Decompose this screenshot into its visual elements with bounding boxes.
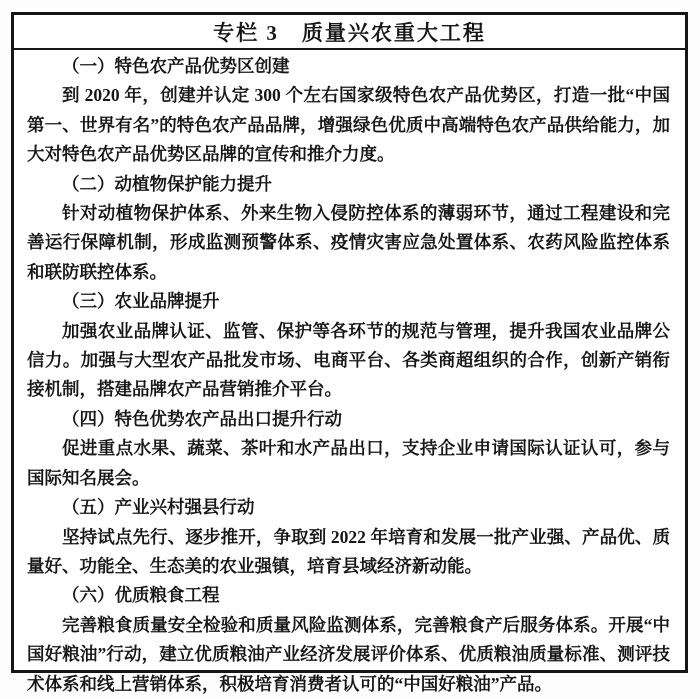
section-2-paragraph: 针对动植物保护体系、外来生物入侵防控体系的薄弱环节，通过工程建设和完善运行保障机制，形成监测预警体系、疫情灾害应急处置体系、农药风险监控体系和联防联控体系。: [27, 203, 670, 282]
section-3-paragraph: 加强农业品牌认证、监管、保护等各环节的规范与管理，提升我国农业品牌公信力。加强与大型农产品批发市场、电商平台、各类商超组织的合作，创新产销衔接机制，搭建品牌农产品营销推介平台。: [27, 320, 670, 400]
panel-header: [14, 15, 685, 50]
section-5-paragraph: 坚持试点先行、逐步推开，争取到 2022 年培育和发展一批产业强、产品优、质量好、功能全、生态美的农业强镇，培育县域经济新动能。: [27, 526, 670, 576]
section-3-heading: （三）农业品牌提升: [62, 291, 220, 312]
section-1-heading: （一）特色农产品优势区创建: [62, 56, 290, 76]
section-4-paragraph: 促进重点水果、蔬菜、茶叶和水产品出口，支持企业申请国际认证认可，参与国际知名展会。: [27, 438, 670, 488]
section-1-paragraph: 到 2020 年，创建并认定 300 个左右国家级特色农产品优势区，打造一批“中国第一、世界有名”的特色农产品品牌，增强绿色优质中高端特色农产品供给能力，加大对特色农产品优势区品牌的宣传和推介力度。: [27, 85, 670, 165]
panel-title: 专栏 3 质量兴农重大工程: [213, 20, 486, 45]
panel-body: [14, 50, 685, 699]
section-5-heading: （五）产业兴村强县行动: [62, 497, 255, 518]
section-6-paragraph: 完善粮食质量安全检验和质量风险监测体系，完善粮食产后服务体系。开展“中国好粮油”行动，建立优质粮油产业经济发展评价体系、优质粮油质量标准、测评技术体系和线上营销体系，积极培育消费者认可的“中国好粮油”产品。: [27, 614, 670, 694]
section-2-heading: （二）动植物保护能力提升: [62, 173, 272, 194]
column-panel: [11, 12, 688, 694]
section-4-heading: （四）特色优势农产品出口提升行动: [62, 408, 342, 429]
section-6-heading: （六）优质粮食工程: [62, 585, 220, 606]
